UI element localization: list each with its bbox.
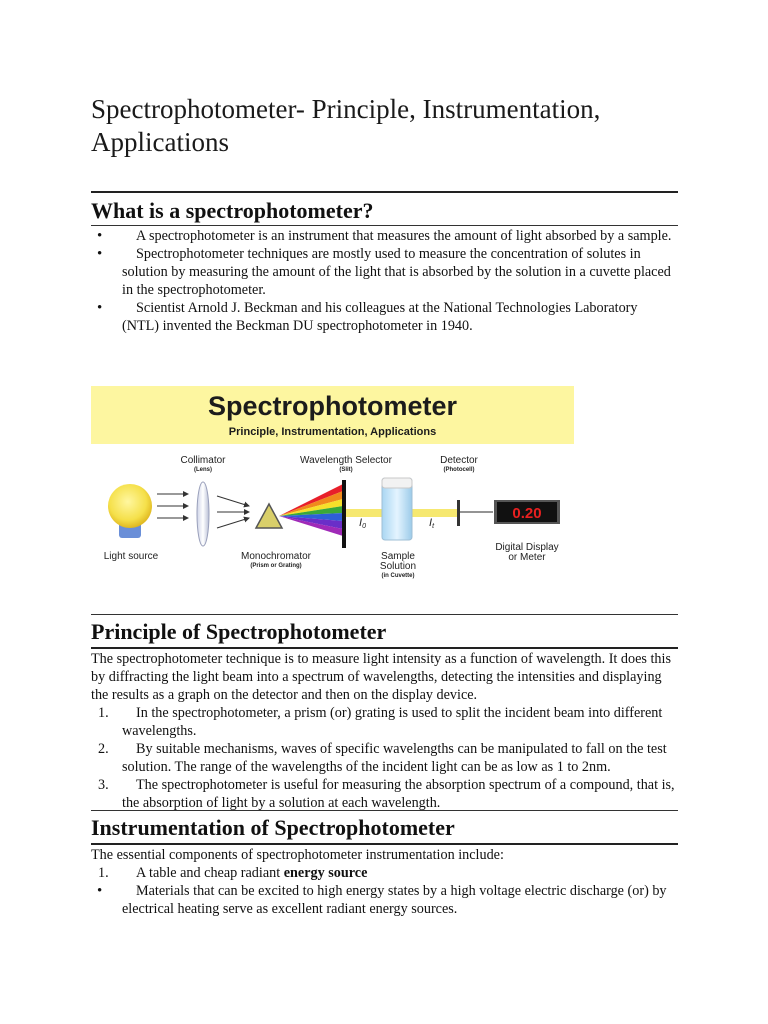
section-rule-bottom bbox=[91, 843, 678, 845]
list-item: 1. In the spectrophotometer, a prism (or) grating is used to split the incident beam into different wavelengths. bbox=[98, 705, 663, 739]
section-rule-top bbox=[91, 810, 678, 811]
section-rule-top bbox=[91, 191, 678, 193]
figure-title: Spectrophotometer bbox=[207, 391, 458, 421]
list-item: 1. A table and cheap radiant energy source bbox=[98, 865, 368, 881]
figure-subtitle: Principle, Instrumentation, Applications bbox=[228, 426, 437, 438]
bullet-icon: • bbox=[97, 883, 103, 899]
what-is-bullets bbox=[91, 227, 678, 335]
sample-sub-label: (in Cuvette) bbox=[381, 573, 415, 579]
display-reading: 0.20 bbox=[512, 505, 542, 522]
section-rule-top bbox=[91, 614, 678, 615]
detector-sub-label: (Photocell) bbox=[443, 467, 475, 473]
figure-banner bbox=[91, 386, 574, 444]
section-rule-bottom bbox=[91, 225, 678, 226]
light-bulb-icon bbox=[108, 484, 152, 528]
heading-principle: Principle of Spectrophotometer bbox=[91, 619, 387, 644]
sample-label-line1: Sample bbox=[381, 551, 415, 562]
principle-intro: The spectrophotometer technique is to measure light intensity as a function of wavelength. It does this by diffracting the light beam into a spectrum of wavelengths, detecting the intensities and displaying the results as a graph on the detector and then on the display device. bbox=[91, 651, 671, 703]
detector-label: Detector bbox=[440, 455, 478, 466]
instrumentation-body bbox=[91, 846, 678, 918]
arrow-icon bbox=[217, 496, 249, 506]
display-label-line1: Digital Display bbox=[495, 542, 559, 553]
list-item: • Scientist Arnold J. Beckman and his colleagues at the National Technologies Laboratory (NTL) invented the Beckman DU spectrophotometer in 1940. bbox=[97, 300, 638, 334]
collimator-sub-label: (Lens) bbox=[194, 467, 212, 473]
list-item: 3. The spectrophotometer is useful for measuring the absorption spectrum of a compound, that is, the absorption of light by a solution at each wavelength. bbox=[98, 777, 675, 811]
slit-icon bbox=[342, 480, 346, 548]
monochromator-sub-label: (Prism or Grating) bbox=[250, 563, 302, 569]
bullet-icon: • bbox=[97, 300, 103, 316]
list-item: 2. By suitable mechanisms, waves of specific wavelengths can be manipulated to fall on the test solution. The range of the wavelengths of the incident light can be as low as 1 to 2nm. bbox=[98, 741, 667, 775]
instrumentation-intro: The essential components of spectrophotometer instrumentation include: bbox=[91, 847, 504, 863]
wavelength-selector-sub-label: (Slit) bbox=[339, 467, 353, 473]
collimator-label: Collimator bbox=[180, 455, 226, 466]
heading-instrumentation: Instrumentation of Spectrophotometer bbox=[91, 815, 455, 840]
collimator-lens-icon bbox=[197, 482, 209, 546]
it-label: It bbox=[429, 517, 435, 530]
section-rule-bottom bbox=[91, 647, 678, 649]
heading-what-is: What is a spectrophotometer? bbox=[91, 198, 374, 223]
spectrophotometer-figure bbox=[91, 386, 574, 584]
bullet-icon: • bbox=[97, 246, 103, 262]
i0-label: I0 bbox=[359, 517, 366, 530]
list-item: • Spectrophotometer techniques are mostly used to measure the concentration of solutes in solution by measuring the amount of the light that is absorbed by the solution in a cuvette placed in the spectrophotometer. bbox=[97, 246, 671, 298]
display-label-line2: or Meter bbox=[508, 552, 546, 563]
bullet-icon: • bbox=[97, 228, 103, 244]
document-title: Spectrophotometer- Principle, Instrumentation, Applications bbox=[91, 94, 601, 157]
monochromator-label: Monochromator bbox=[240, 551, 312, 562]
prism-icon bbox=[256, 504, 282, 528]
arrow-icon bbox=[217, 518, 249, 528]
photocell-icon bbox=[457, 500, 460, 526]
wavelength-selector-label: Wavelength Selector bbox=[300, 455, 392, 466]
principle-body bbox=[91, 650, 678, 812]
list-item: • Materials that can be excited to high energy states by a high voltage electric discharge (or) by electrical heating serve as excellent radiant energy sources. bbox=[97, 883, 667, 917]
sample-label-line2: Solution bbox=[379, 561, 417, 572]
list-item: • A spectrophotometer is an instrument that measures the amount of light absorbed by a sample. bbox=[97, 228, 672, 244]
light-source-label: Light source bbox=[103, 551, 159, 562]
spectrophotometer-diagram bbox=[91, 444, 574, 584]
